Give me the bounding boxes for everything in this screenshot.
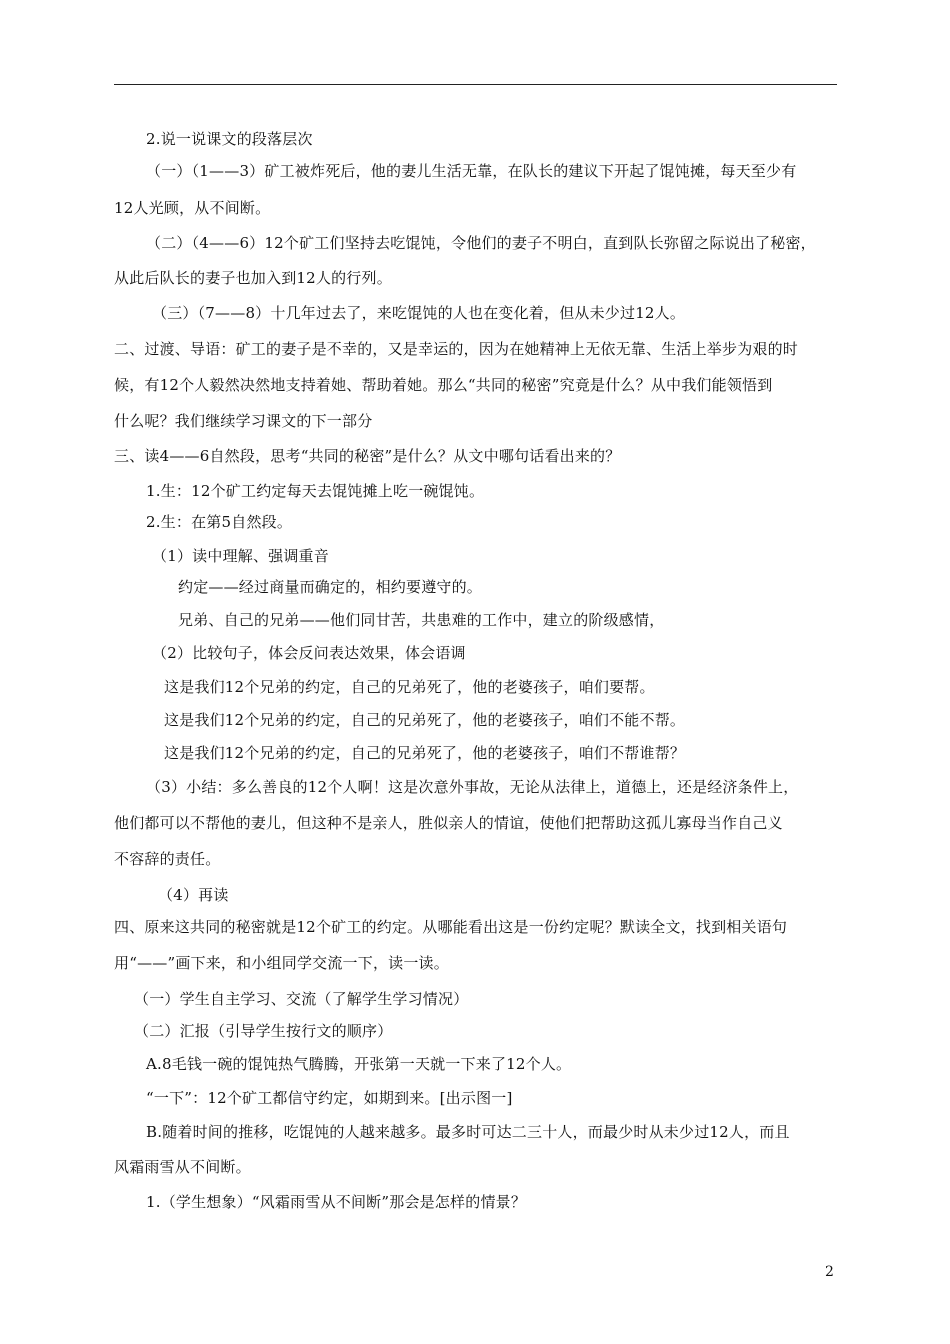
text-line: 这是我们12个兄弟的约定，自己的兄弟死了，他的老婆孩子，咱们不帮谁帮？	[164, 744, 686, 762]
text-line: 风霜雨雪从不间断。	[114, 1158, 251, 1176]
text-line: 约定——经过商量而确定的，相约要遵守的。	[178, 578, 483, 596]
text-line: 1.（学生想象）“风霜雨雪从不间断”那会是怎样的情景？	[146, 1193, 527, 1211]
text-line: 从此后队长的妻子也加入到12人的行列。	[114, 269, 392, 287]
text-line: 他们都可以不帮他的妻儿，但这种不是亲人，胜似亲人的情谊，使他们把帮助这孤儿寡母当作自己义	[114, 814, 783, 832]
text-line: 这是我们12个兄弟的约定，自己的兄弟死了，他的老婆孩子，咱们不能不帮。	[164, 711, 686, 729]
text-line: 四、原来这共同的秘密就是12个矿工的约定。从哪能看出这是一份约定呢？默读全文，找到相关语句	[114, 918, 788, 936]
text-line: （一）（1——3）矿工被炸死后，他的妻儿生活无靠，在队长的建议下开起了馄饨摊，每天至少有	[146, 162, 797, 180]
text-line: 这是我们12个兄弟的约定，自己的兄弟死了，他的老婆孩子，咱们要帮。	[164, 678, 655, 696]
text-line: （3）小结：多么善良的12个人啊！这是次意外事故，无论从法律上，道德上，还是经济条件上，	[146, 778, 799, 796]
text-line: 2.生：在第5自然段。	[146, 513, 293, 531]
text-line: 候，有12个人毅然决然地支持着她、帮助着她。那么“共同的秘密”究竟是什么？从中我们能领悟到	[114, 376, 773, 394]
text-line: 三、读4——6自然段，思考“共同的秘密”是什么？从文中哪句话看出来的？	[114, 447, 621, 465]
text-line: “一下”：12个矿工都信守约定，如期到来。[出示图一]	[146, 1089, 513, 1107]
text-line: A.8毛钱一碗的馄饨热气腾腾，开张第一天就一下来了12个人。	[146, 1055, 572, 1073]
text-line: 不容辞的责任。	[114, 850, 221, 868]
text-line: 什么呢？我们继续学习课文的下一部分	[114, 412, 373, 430]
text-line: （三）（7——8）十几年过去了，来吃馄饨的人也在变化着，但从未少过12人。	[152, 304, 686, 322]
text-line: B.随着时间的推移，吃馄饨的人越来越多。最多时可达二三十人，而最少时从未少过12人，而且	[146, 1123, 790, 1141]
header-rule	[114, 84, 837, 85]
text-line: 用“——”画下来，和小组同学交流一下，读一读。	[114, 954, 449, 972]
text-line: （4）再读	[158, 886, 229, 904]
text-line: （2）比较句子，体会反问表达效果，体会语调	[152, 644, 466, 662]
text-line: （二）汇报（引导学生按行文的顺序）	[134, 1022, 393, 1040]
text-line: 兄弟、自己的兄弟——他们同甘苦，共患难的工作中，建立的阶级感情，	[178, 611, 665, 629]
text-line: 1.生：12个矿工约定每天去馄饨摊上吃一碗馄饨。	[146, 482, 485, 500]
page-number: 2	[825, 1264, 834, 1280]
text-line: 2.说一说课文的段落层次	[146, 130, 313, 148]
text-line: 12人光顾，从不间断。	[114, 199, 271, 217]
text-line: 二、过渡、导语：矿工的妻子是不幸的，又是幸运的，因为在她精神上无依无靠、生活上举步为艰的时	[114, 340, 799, 358]
text-line: （一）学生自主学习、交流（了解学生学习情况）	[134, 990, 469, 1008]
text-line: （1）读中理解、强调重音	[152, 547, 329, 565]
text-line: （二）（4——6）12个矿工们坚持去吃馄饨，令他们的妻子不明白，直到队长弥留之际说出了秘密，	[146, 234, 816, 252]
